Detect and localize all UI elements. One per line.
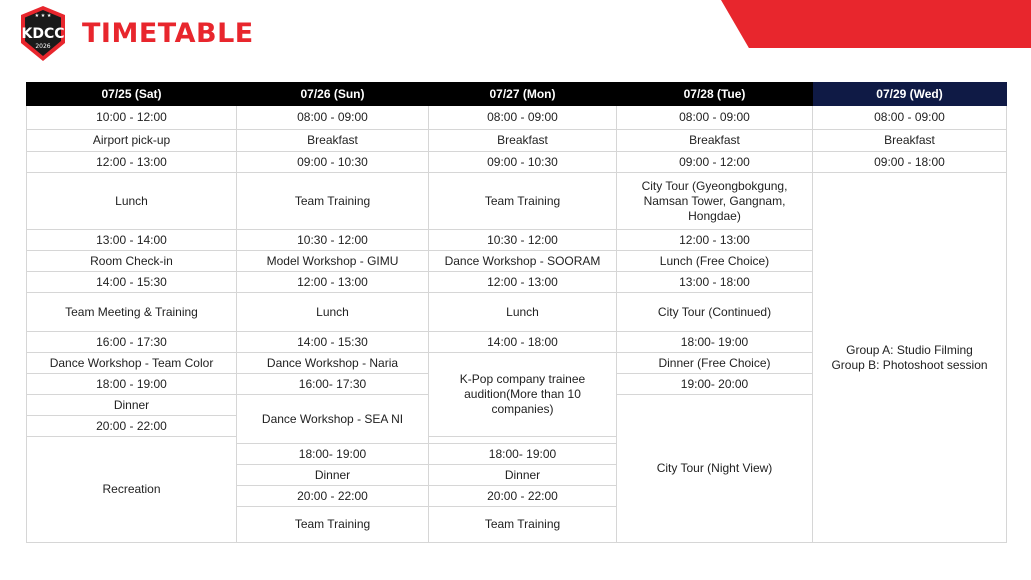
activity-cell: Team Training <box>429 173 617 230</box>
day-header-row <box>27 83 1007 106</box>
time-slot: 19:00- 20:00 <box>617 374 813 395</box>
activity-cell: Dinner <box>237 465 429 486</box>
page-title: TIMETABLE <box>82 18 254 49</box>
activity-cell: Team Training <box>237 173 429 230</box>
activity-cell: Team Meeting & Training <box>27 293 237 332</box>
svg-text:KDCC: KDCC <box>21 26 65 42</box>
activity-cell: Dance Workshop - Naria <box>237 353 429 374</box>
time-slot: 08:00 - 09:00 <box>429 106 617 130</box>
header-accent-shape <box>721 0 1031 48</box>
time-slot: 10:30 - 12:00 <box>237 230 429 251</box>
time-slot: 18:00- 19:00 <box>617 332 813 353</box>
activity-cell: Lunch (Free Choice) <box>617 251 813 272</box>
time-slot: 20:00 - 22:00 <box>429 486 617 507</box>
activity-cell: Dance Workshop - SEA NI <box>237 395 429 444</box>
time-slot: 20:00 - 22:00 <box>27 416 237 437</box>
time-slot: 10:30 - 12:00 <box>429 230 617 251</box>
time-slot: 09:00 - 18:00 <box>813 152 1007 173</box>
time-slot: 08:00 - 09:00 <box>813 106 1007 130</box>
time-slot: 13:00 - 14:00 <box>27 230 237 251</box>
activity-cell: Dinner (Free Choice) <box>617 353 813 374</box>
day-header-sun: 07/26 (Sun) <box>237 83 429 106</box>
time-slot: 09:00 - 10:30 <box>429 152 617 173</box>
activity-cell: City Tour (Continued) <box>617 293 813 332</box>
day-header-wed: 07/29 (Wed) <box>813 83 1007 106</box>
timetable <box>26 82 1007 543</box>
day-header-tue: 07/28 (Tue) <box>617 83 813 106</box>
time-slot: 20:00 - 22:00 <box>237 486 429 507</box>
group-b-label: Group B: Photoshoot session <box>831 357 988 372</box>
time-slot: 08:00 - 09:00 <box>237 106 429 130</box>
time-slot: 09:00 - 10:30 <box>237 152 429 173</box>
activity-cell: Breakfast <box>813 130 1007 152</box>
time-slot: 14:00 - 15:30 <box>27 272 237 293</box>
svg-text:2026: 2026 <box>35 43 51 50</box>
activity-cell: Dance Workshop - SOORAM <box>429 251 617 272</box>
activity-cell: Team Training <box>237 507 429 543</box>
activity-cell: Dinner <box>27 395 237 416</box>
time-slot: 18:00- 19:00 <box>429 444 617 465</box>
kdcc-logo <box>18 5 68 63</box>
activity-cell: Dance Workshop - Team Color <box>27 353 237 374</box>
time-slot: 10:00 - 12:00 <box>27 106 237 130</box>
activity-cell: Recreation <box>27 437 237 543</box>
day-header-mon: 07/27 (Mon) <box>429 83 617 106</box>
activity-cell: Breakfast <box>429 130 617 152</box>
group-a-label: Group A: Studio Filming <box>846 342 973 357</box>
time-slot: 18:00 - 19:00 <box>27 374 237 395</box>
activity-cell: Lunch <box>429 293 617 332</box>
time-slot: 12:00 - 13:00 <box>429 272 617 293</box>
day-header-sat: 07/25 (Sat) <box>27 83 237 106</box>
time-slot: 16:00- 17:30 <box>237 374 429 395</box>
activity-cell: City Tour (Gyeongbokgung, Namsan Tower, Gangnam, Hongdae) <box>617 173 813 230</box>
time-slot: 12:00 - 13:00 <box>27 152 237 173</box>
activity-cell-group-sessions <box>813 173 1007 543</box>
activity-cell: Model Workshop - GIMU <box>237 251 429 272</box>
time-slot: 14:00 - 18:00 <box>429 332 617 353</box>
activity-cell: Airport pick-up <box>27 130 237 152</box>
activity-cell: City Tour (Night View) <box>617 395 813 543</box>
activity-cell: Breakfast <box>237 130 429 152</box>
time-slot: 18:00- 19:00 <box>237 444 429 465</box>
time-slot: 09:00 - 12:00 <box>617 152 813 173</box>
activity-cell: Lunch <box>237 293 429 332</box>
activity-cell: Dinner <box>429 465 617 486</box>
svg-text:★ ★ ★: ★ ★ ★ <box>34 13 52 19</box>
activity-cell: Team Training <box>429 507 617 543</box>
time-slot: 14:00 - 15:30 <box>237 332 429 353</box>
time-slot: 12:00 - 13:00 <box>617 230 813 251</box>
time-slot: 16:00 - 17:30 <box>27 332 237 353</box>
activity-cell: Breakfast <box>617 130 813 152</box>
activity-cell: K-Pop company trainee audition(More than 10 companies) <box>429 353 617 437</box>
activity-cell: Room Check-in <box>27 251 237 272</box>
time-slot: 12:00 - 13:00 <box>237 272 429 293</box>
time-slot: 13:00 - 18:00 <box>617 272 813 293</box>
time-slot: 08:00 - 09:00 <box>617 106 813 130</box>
activity-cell: Lunch <box>27 173 237 230</box>
